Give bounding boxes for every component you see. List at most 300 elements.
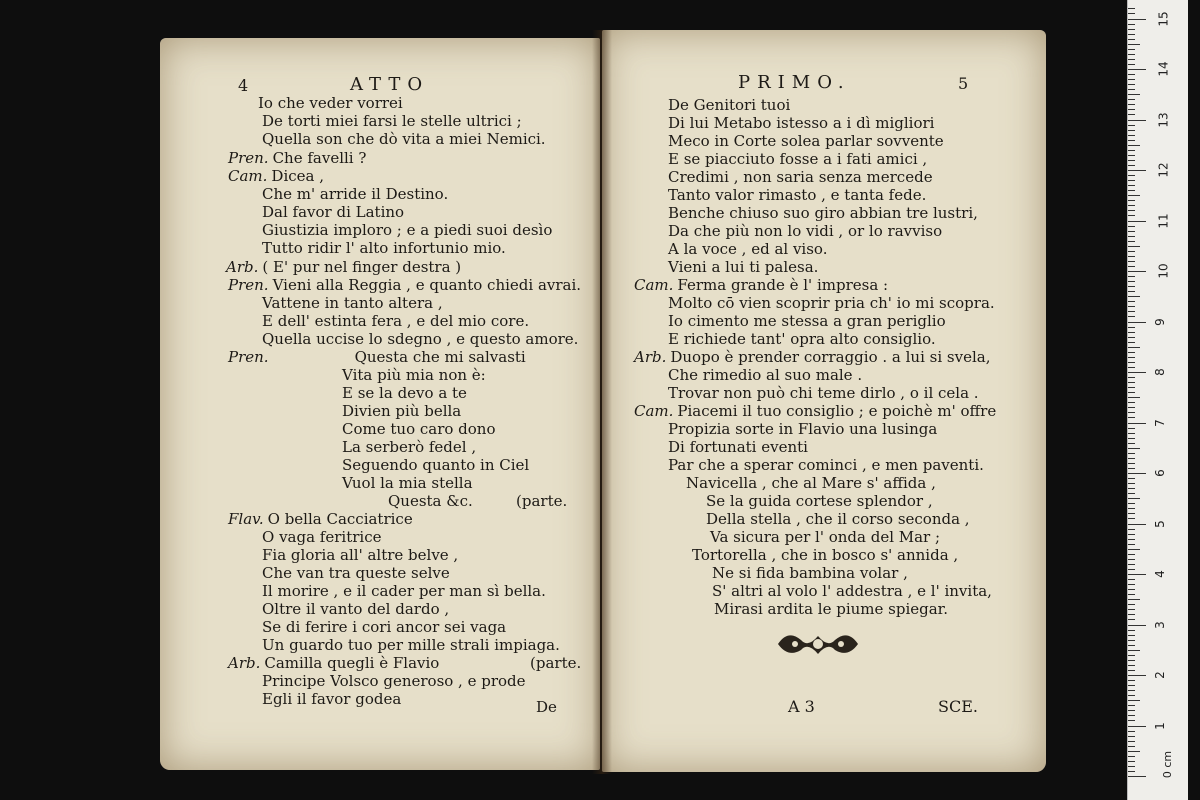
left-line: [262, 112, 522, 130]
ruler-tick: [1128, 468, 1135, 469]
ruler-tick: [1128, 473, 1146, 474]
verse-text: Vita più mia non è:: [342, 366, 486, 384]
verse-text: Par che a sperar cominci , e men paventi.: [668, 456, 984, 474]
ruler-tick: [1128, 296, 1140, 297]
ruler-tick: [1128, 731, 1135, 732]
verse-text: O vaga feritrice: [262, 528, 382, 546]
ruler-tick: [1128, 720, 1135, 721]
ruler-tick: [1128, 438, 1135, 439]
ruler-tick: [1128, 200, 1135, 201]
verse-text: Che rimedio al suo male .: [668, 366, 863, 384]
ruler-tick: [1128, 215, 1135, 216]
ruler-tick: [1128, 614, 1135, 615]
left-line: [530, 654, 581, 672]
verse-text: Ne si fida bambina volar ,: [712, 564, 908, 582]
verse-text: Va sicura per l' onda del Mar ;: [710, 528, 941, 546]
right-line: [668, 168, 933, 186]
verse-text: Mirasi ardita le piume spiegar.: [714, 600, 948, 618]
ruler-tick: [1128, 291, 1135, 292]
ruler-number: 14: [1156, 61, 1171, 77]
ruler-number: 10: [1156, 263, 1171, 279]
speaker-label: Flav.: [228, 510, 264, 528]
ruler-tick: [1128, 650, 1140, 651]
ruler-tick: [1128, 29, 1135, 30]
ruler-tick: [1128, 715, 1135, 716]
ruler-tick: [1128, 271, 1146, 272]
ruler-tick: [1128, 625, 1146, 626]
verse-text: De torti miei farsi le stelle ultrici ;: [262, 112, 522, 130]
speaker-label: Arb.: [634, 348, 667, 366]
ruler-tick: [1128, 746, 1135, 747]
ruler-tick: [1128, 726, 1146, 727]
ruler-tick: [1128, 529, 1135, 530]
ruler-tick: [1128, 327, 1135, 328]
ruler-tick: [1128, 89, 1135, 90]
ruler-tick: [1128, 387, 1135, 388]
ruler-number: 3: [1152, 620, 1167, 629]
ruler-tick: [1128, 423, 1146, 424]
ruler-tick: [1128, 74, 1135, 75]
ruler-tick: [1128, 443, 1135, 444]
verse-text: Piacemi il tuo consiglio ; e poichè m' offre: [677, 402, 997, 420]
right-line: [668, 330, 936, 348]
right-line: [668, 384, 979, 402]
measuring-ruler: [1127, 0, 1188, 800]
left-line: [228, 654, 439, 672]
ruler-tick: [1128, 685, 1135, 686]
right-line: [668, 186, 926, 204]
ruler-tick: [1128, 8, 1135, 9]
right-line: [714, 600, 948, 618]
verse-text: Io che veder vorrei: [258, 94, 403, 112]
ruler-tick: [1128, 544, 1135, 545]
ruler-tick: [1128, 513, 1135, 514]
verse-text: De Genitori tuoi: [668, 96, 791, 114]
ruler-tick: [1128, 761, 1135, 762]
ruler-tick: [1128, 412, 1135, 413]
verse-text: Tutto ridir l' alto infortunio mio.: [262, 239, 506, 257]
left-line: [226, 258, 461, 276]
ruler-tick: [1128, 433, 1135, 434]
left-line: [262, 203, 404, 221]
ruler-tick: [1128, 670, 1135, 671]
verse-text: Che favelli ?: [272, 149, 367, 167]
ruler-tick: [1128, 342, 1135, 343]
ruler-tick: [1128, 559, 1135, 560]
ruler-number: 13: [1156, 111, 1171, 128]
left-line: [262, 636, 560, 654]
ruler-tick: [1128, 79, 1135, 80]
ruler-tick: [1128, 640, 1135, 641]
ruler-tick: [1128, 145, 1140, 146]
ruler-tick: [1128, 428, 1135, 429]
ruler-tick: [1128, 34, 1135, 35]
ruler-tick: [1128, 286, 1135, 287]
ruler-tick: [1128, 417, 1135, 418]
left-line: [342, 456, 529, 474]
left-line: [262, 528, 381, 546]
left-line: [228, 510, 413, 528]
ruler-unit-label: 0 cm: [1161, 750, 1175, 779]
verse-text: Camilla quegli è Flavio: [264, 654, 440, 672]
ruler-tick: [1128, 710, 1135, 711]
ruler-tick: [1128, 655, 1135, 656]
verse-text: E se piacciuto fosse a i fati amici ,: [668, 150, 928, 168]
ruler-tick: [1128, 382, 1135, 383]
ruler-tick: [1128, 337, 1135, 338]
ruler-tick: [1128, 680, 1135, 681]
verse-text: Egli il favor godea: [262, 690, 402, 708]
ruler-tick: [1128, 619, 1135, 620]
ruler-tick: [1128, 125, 1135, 126]
right-line: [668, 222, 942, 240]
ruler-tick: [1128, 54, 1135, 55]
verse-text: Principe Volsco generoso , e prode: [262, 672, 526, 690]
ruler-tick: [1128, 205, 1135, 206]
ruler-tick: [1128, 59, 1135, 60]
left-line: [342, 474, 473, 492]
ruler-tick: [1128, 554, 1135, 555]
ruler-tick: [1128, 518, 1135, 519]
verse-text: Da che più non lo vidi , or lo ravviso: [668, 222, 943, 240]
ruler-tick: [1128, 665, 1135, 666]
left-line: [262, 582, 546, 600]
left-line: [516, 492, 567, 510]
ruler-tick: [1128, 771, 1135, 772]
verse-text: Tanto valor rimasto , e tanta fede.: [668, 186, 927, 204]
verse-text: Vieni alla Reggia , e quanto chiedi avrai.: [272, 276, 582, 294]
verse-text: Fia gloria all' altre belve ,: [262, 546, 459, 564]
ruler-number: 6: [1152, 469, 1167, 477]
verse-text: Ferma grande è l' impresa :: [677, 276, 889, 294]
ruler-tick: [1128, 630, 1135, 631]
ruler-number: 7: [1152, 418, 1167, 427]
left-page-number: 4: [238, 76, 249, 95]
verse-text: Benche chiuso suo giro abbian tre lustri,: [668, 204, 978, 222]
speaker-label: Arb.: [226, 258, 259, 276]
ruler-tick: [1128, 675, 1146, 676]
right-running-header: PRIMO.: [738, 72, 851, 93]
speaker-label: Pren.: [228, 149, 269, 167]
ruler-tick: [1128, 165, 1135, 166]
right-line: [634, 276, 888, 294]
ruler-tick: [1128, 135, 1135, 136]
right-line: [668, 312, 946, 330]
ruler-tick: [1128, 599, 1140, 600]
right-line: [668, 456, 984, 474]
ruler-number: 2: [1152, 671, 1167, 679]
right-line: [710, 528, 940, 546]
verse-text: (parte.: [530, 654, 582, 672]
speaker-label: Cam.: [634, 402, 674, 420]
ruler-tick: [1128, 140, 1135, 141]
ruler-tick: [1128, 569, 1135, 570]
verse-text: A la voce , ed al viso.: [668, 240, 828, 258]
ruler-tick: [1128, 534, 1135, 535]
verse-text: Navicella , che al Mare s' affida ,: [686, 474, 936, 492]
ruler-tick: [1128, 19, 1146, 20]
ruler-tick: [1128, 13, 1135, 14]
left-catchword: De: [536, 698, 557, 716]
ruler-tick: [1128, 498, 1140, 499]
left-line: [342, 420, 496, 438]
verse-text: Vattene in tanto altera ,: [262, 294, 443, 312]
ruler-tick: [1128, 751, 1140, 752]
verse-text: Questa &c.: [388, 492, 473, 510]
left-line: [262, 546, 458, 564]
ruler-tick: [1128, 508, 1135, 509]
verse-text: O bella Cacciatrice: [267, 510, 413, 528]
right-line: [686, 474, 936, 492]
ruler-tick: [1128, 635, 1135, 636]
left-line: [262, 239, 506, 257]
right-line: [668, 366, 862, 384]
printer-ornament: [773, 624, 863, 664]
left-line: [262, 185, 448, 203]
verse-text: Questa che mi salvasti: [354, 348, 526, 366]
ruler-tick: [1128, 483, 1135, 484]
speaker-label: Arb.: [228, 654, 261, 672]
right-line: [668, 258, 818, 276]
verse-text: Divien più bella: [342, 402, 462, 420]
ruler-tick: [1128, 372, 1146, 373]
ruler-tick: [1128, 311, 1135, 312]
verse-text: Molto cō vien scoprir pria ch' io mi scopra.: [668, 294, 995, 312]
ruler-tick: [1128, 458, 1135, 459]
verse-text: Che van tra queste selve: [262, 564, 450, 582]
ruler-tick: [1128, 266, 1135, 267]
right-line: [668, 438, 808, 456]
ruler-tick: [1128, 660, 1135, 661]
left-line: [262, 600, 449, 618]
ruler-tick: [1128, 367, 1135, 368]
right-line: [706, 510, 970, 528]
right-catchword: SCE.: [938, 697, 978, 716]
verse-text: Dal favor di Latino: [262, 203, 405, 221]
ruler-tick: [1128, 392, 1135, 393]
left-line: [228, 348, 526, 366]
ruler-tick: [1128, 175, 1135, 176]
ruler-tick: [1128, 226, 1135, 227]
ruler-tick: [1128, 322, 1146, 323]
verse-text: Propizia sorte in Flavio una lusinga: [668, 420, 938, 438]
right-line: [668, 420, 937, 438]
left-line: [262, 221, 552, 239]
right-line: [668, 96, 790, 114]
ruler-tick: [1128, 49, 1135, 50]
ruler-number: 11: [1156, 212, 1171, 229]
ruler-number: 4: [1152, 570, 1167, 578]
ruler-tick: [1128, 210, 1135, 211]
ruler-tick: [1128, 357, 1135, 358]
right-line: [692, 546, 958, 564]
right-line: [634, 402, 996, 420]
ruler-tick: [1128, 453, 1135, 454]
right-line: [668, 240, 827, 258]
verse-text: Trovar non può chi teme dirlo , o il cela .: [668, 384, 979, 402]
verse-text: Quella uccise lo sdegno , e questo amore.: [262, 330, 579, 348]
left-line: [228, 276, 581, 294]
ruler-tick: [1128, 185, 1135, 186]
ruler-tick: [1128, 402, 1135, 403]
verse-text: Meco in Corte solea parlar sovvente: [668, 132, 944, 150]
ruler-number: 5: [1152, 519, 1167, 528]
ruler-tick: [1128, 478, 1135, 479]
ruler-tick: [1128, 94, 1140, 95]
ruler-tick: [1128, 741, 1135, 742]
ruler-tick: [1128, 766, 1135, 767]
ruler-tick: [1128, 493, 1135, 494]
ruler-number: 12: [1156, 162, 1171, 178]
ruler-tick: [1128, 276, 1135, 277]
ruler-tick: [1128, 377, 1135, 378]
ruler-tick: [1128, 407, 1135, 408]
ruler-tick: [1128, 221, 1146, 222]
ruler-tick: [1128, 109, 1135, 110]
verse-text: Duopo è prender corraggio . a lui si svela,: [670, 348, 991, 366]
ruler-tick: [1128, 609, 1135, 610]
right-line: [668, 294, 995, 312]
verse-text: ( E' pur nel finger destra ): [262, 258, 462, 276]
book-gutter: [592, 30, 612, 774]
verse-text: E se la devo a te: [342, 384, 467, 402]
ruler-tick: [1128, 84, 1135, 85]
ruler-tick: [1128, 236, 1135, 237]
ruler-tick: [1128, 584, 1135, 585]
speaker-label: Pren.: [228, 276, 269, 294]
right-line: [668, 114, 934, 132]
ruler-tick: [1128, 120, 1146, 121]
verse-text: (parte.: [516, 492, 568, 510]
left-line: [342, 438, 476, 456]
left-line: [262, 294, 443, 312]
speaker-label: Cam.: [634, 276, 674, 294]
left-line: [262, 130, 546, 148]
left-line: [342, 384, 467, 402]
right-line: [668, 132, 944, 150]
verse-text: La serberò fedel ,: [342, 438, 477, 456]
left-line: [258, 94, 403, 112]
right-line: [668, 204, 978, 222]
verse-text: Io cimento me stessa a gran periglio: [668, 312, 946, 330]
ruler-tick: [1128, 776, 1146, 777]
ruler-tick: [1128, 690, 1135, 691]
verse-text: Vieni a lui ti palesa.: [668, 258, 819, 276]
ruler-tick: [1128, 69, 1146, 70]
ruler-tick: [1128, 130, 1135, 131]
verse-text: Della stella , che il corso seconda ,: [706, 510, 970, 528]
verse-text: E richiede tant' opra alto consiglio.: [668, 330, 936, 348]
ruler-tick: [1128, 736, 1135, 737]
verse-text: Seguendo quanto in Ciel: [342, 456, 530, 474]
verse-text: Come tuo caro dono: [342, 420, 496, 438]
ruler-tick: [1128, 160, 1135, 161]
left-line: [262, 330, 578, 348]
ruler-tick: [1128, 104, 1135, 105]
left-line: [228, 149, 366, 167]
ruler-tick: [1128, 756, 1135, 757]
ruler-tick: [1128, 539, 1135, 540]
ruler-tick: [1128, 589, 1135, 590]
ruler-tick: [1128, 256, 1135, 257]
right-line: [712, 582, 992, 600]
ruler-tick: [1128, 594, 1135, 595]
verse-text: Credimi , non saria senza mercede: [668, 168, 933, 186]
left-line: [262, 690, 401, 708]
ruler-tick: [1128, 241, 1135, 242]
left-line: [342, 366, 486, 384]
verse-text: Dicea ,: [271, 167, 325, 185]
ruler-tick: [1128, 64, 1135, 65]
ruler-tick: [1128, 316, 1135, 317]
verse-text: Che m' arride il Destino.: [262, 185, 449, 203]
ruler-tick: [1128, 39, 1135, 40]
verse-text: Se la guida cortese splendor ,: [706, 492, 933, 510]
ruler-number: 1: [1152, 721, 1167, 730]
ruler-tick: [1128, 579, 1135, 580]
verse-text: Un guardo tuo per mille strali impiaga.: [262, 636, 560, 654]
left-line: [388, 492, 473, 510]
left-line: [228, 167, 324, 185]
ruler-tick: [1128, 574, 1146, 575]
right-line: [712, 564, 908, 582]
left-line: [262, 672, 526, 690]
ruler-tick: [1128, 261, 1135, 262]
ruler-tick: [1128, 114, 1135, 115]
right-line: [634, 348, 990, 366]
ruler-tick: [1128, 246, 1140, 247]
ruler-tick: [1128, 195, 1140, 196]
ruler-tick: [1128, 155, 1135, 156]
ruler-tick: [1128, 705, 1135, 706]
signature-mark: A 3: [788, 697, 815, 716]
ruler-tick: [1128, 448, 1140, 449]
left-line: [262, 564, 450, 582]
ruler-tick: [1128, 24, 1135, 25]
speaker-label: Cam.: [228, 167, 268, 185]
ruler-tick: [1128, 190, 1135, 191]
verse-text: Di fortunati eventi: [668, 438, 808, 456]
ruler-tick: [1128, 99, 1135, 100]
right-page-number: 5: [958, 74, 969, 93]
right-line: [668, 150, 927, 168]
verse-text: E dell' estinta fera , e del mio core.: [262, 312, 530, 330]
ruler-tick: [1128, 549, 1140, 550]
ruler-tick: [1128, 564, 1135, 565]
right-line: [706, 492, 933, 510]
verse-text: Se di ferire i cori ancor sei vaga: [262, 618, 507, 636]
ruler-tick: [1128, 332, 1135, 333]
ruler-tick: [1128, 397, 1140, 398]
left-line: [262, 618, 506, 636]
left-line: [342, 402, 461, 420]
ruler-tick: [1128, 488, 1135, 489]
verse-text: Il morire , e il cader per man sì bella.: [262, 582, 546, 600]
ruler-tick: [1128, 362, 1135, 363]
verse-text: Quella son che dò vita a miei Nemici.: [262, 130, 546, 148]
ruler-number: 8: [1152, 368, 1167, 376]
speaker-label: Pren.: [228, 348, 269, 366]
ruler-tick: [1128, 44, 1140, 45]
ruler-tick: [1128, 150, 1135, 151]
ruler-tick: [1128, 695, 1135, 696]
ruler-number: 15: [1156, 10, 1171, 27]
ruler-number: 9: [1152, 317, 1167, 326]
verse-text: Giustizia imploro ; e a piedi suoi desìo: [262, 221, 553, 239]
ruler-tick: [1128, 251, 1135, 252]
ruler-tick: [1128, 301, 1135, 302]
verse-text: Tortorella , che in bosco s' annida ,: [692, 546, 959, 564]
